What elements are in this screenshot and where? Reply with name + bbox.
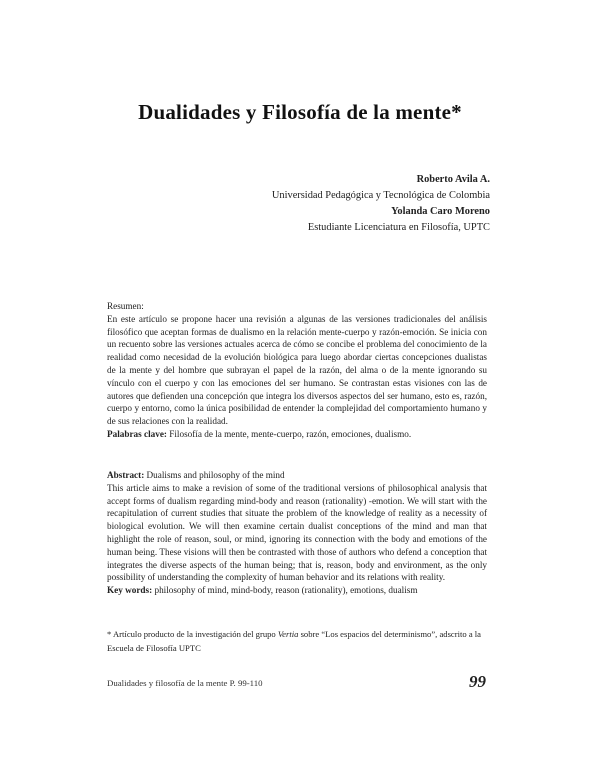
resumen-label: Resumen: bbox=[107, 301, 144, 311]
author-block bbox=[250, 172, 490, 236]
abstract-label: Abstract: bbox=[107, 470, 145, 480]
author-name: Yolanda Caro Moreno bbox=[391, 206, 490, 217]
running-footer: Dualidades y filosofía de la mente P. 99-110 bbox=[107, 678, 263, 688]
key-words-text: philosophy of mind, mind-body, reason (rationality), emotions, dualism bbox=[154, 585, 418, 596]
abstract-title: Dualisms and philosophy of the mind bbox=[146, 470, 285, 480]
footnote-group: Vertia bbox=[277, 629, 299, 639]
author-affiliation: Estudiante Licenciatura en Filosofía, UPTC bbox=[307, 222, 490, 233]
palabras-clave-label: Palabras clave: bbox=[107, 428, 167, 439]
palabras-clave bbox=[107, 428, 487, 441]
footnote-after: sobre “Los espacios del determinismo”, adscrito a la Escuela de Filosofía UPTC bbox=[107, 629, 481, 653]
footnote-before: * Artículo producto de la investigación del grupo bbox=[107, 629, 278, 639]
page-number: 99 bbox=[469, 672, 486, 691]
key-words bbox=[107, 584, 487, 597]
author-name: Roberto Avila A. bbox=[416, 174, 490, 185]
author-affiliation: Universidad Pedagógica y Tecnológica de Colombia bbox=[271, 190, 490, 201]
resumen-text: En este artículo se propone hacer una revisión a algunas de las versiones tradicionales del análisis filosófico que aceptan formas de dualismo en la relación mente-cuerpo y razón-emoción. Se inicia con un recuento sobre las versiones actuales acerca de cómo se concibe el problema del conocimiento de la realidad como necesidad de la evolución biológica para luego abordar ciertas concepciones dualistas de la mente y del hombre que subrayan el papel de la razón, del alma o de la mente ignorando su vínculo con el cuerpo y con las emociones del ser humano. Se contrastan estas visiones con las de autores que defienden una concepción que integra los diversos aspectos del ser humano, esto es, razón, cuerpo y entorno, como la única posibilidad de entender la complejidad del comportamiento humano y de sus relaciones con la realidad. bbox=[107, 313, 487, 427]
palabras-clave-text: Filosofía de la mente, mente-cuerpo, razón, emociones, dualismo. bbox=[169, 428, 412, 439]
footnote bbox=[107, 627, 487, 655]
key-words-label: Key words: bbox=[107, 585, 153, 596]
abstract-text: This article aims to make a revision of some of the traditional versions of philosophical analysis that accept forms of dualism regarding mind-body and reason (rationality) -emotion. We will start with the recapitulation of current studies that situate the problem of the knowledge of reality as a necessity of biological evolution. We will then examine certain dualist conceptions of the mind and man that highlight the role of reason, soul, or mind, ignoring its connection with the body and emotions of the human being. These visions will then be contrasted with those of authors who defend a conception that integrates the diverse aspects of the human being; that is, reason, body and environment, as the only possibility of understanding the complexity of human behavior and its relations with reality. bbox=[107, 482, 487, 583]
abstract-heading bbox=[107, 469, 487, 482]
resumen-section bbox=[107, 300, 487, 441]
article-title: Dualidades y Filosofía de la mente* bbox=[138, 100, 462, 124]
abstract-section bbox=[107, 469, 487, 597]
